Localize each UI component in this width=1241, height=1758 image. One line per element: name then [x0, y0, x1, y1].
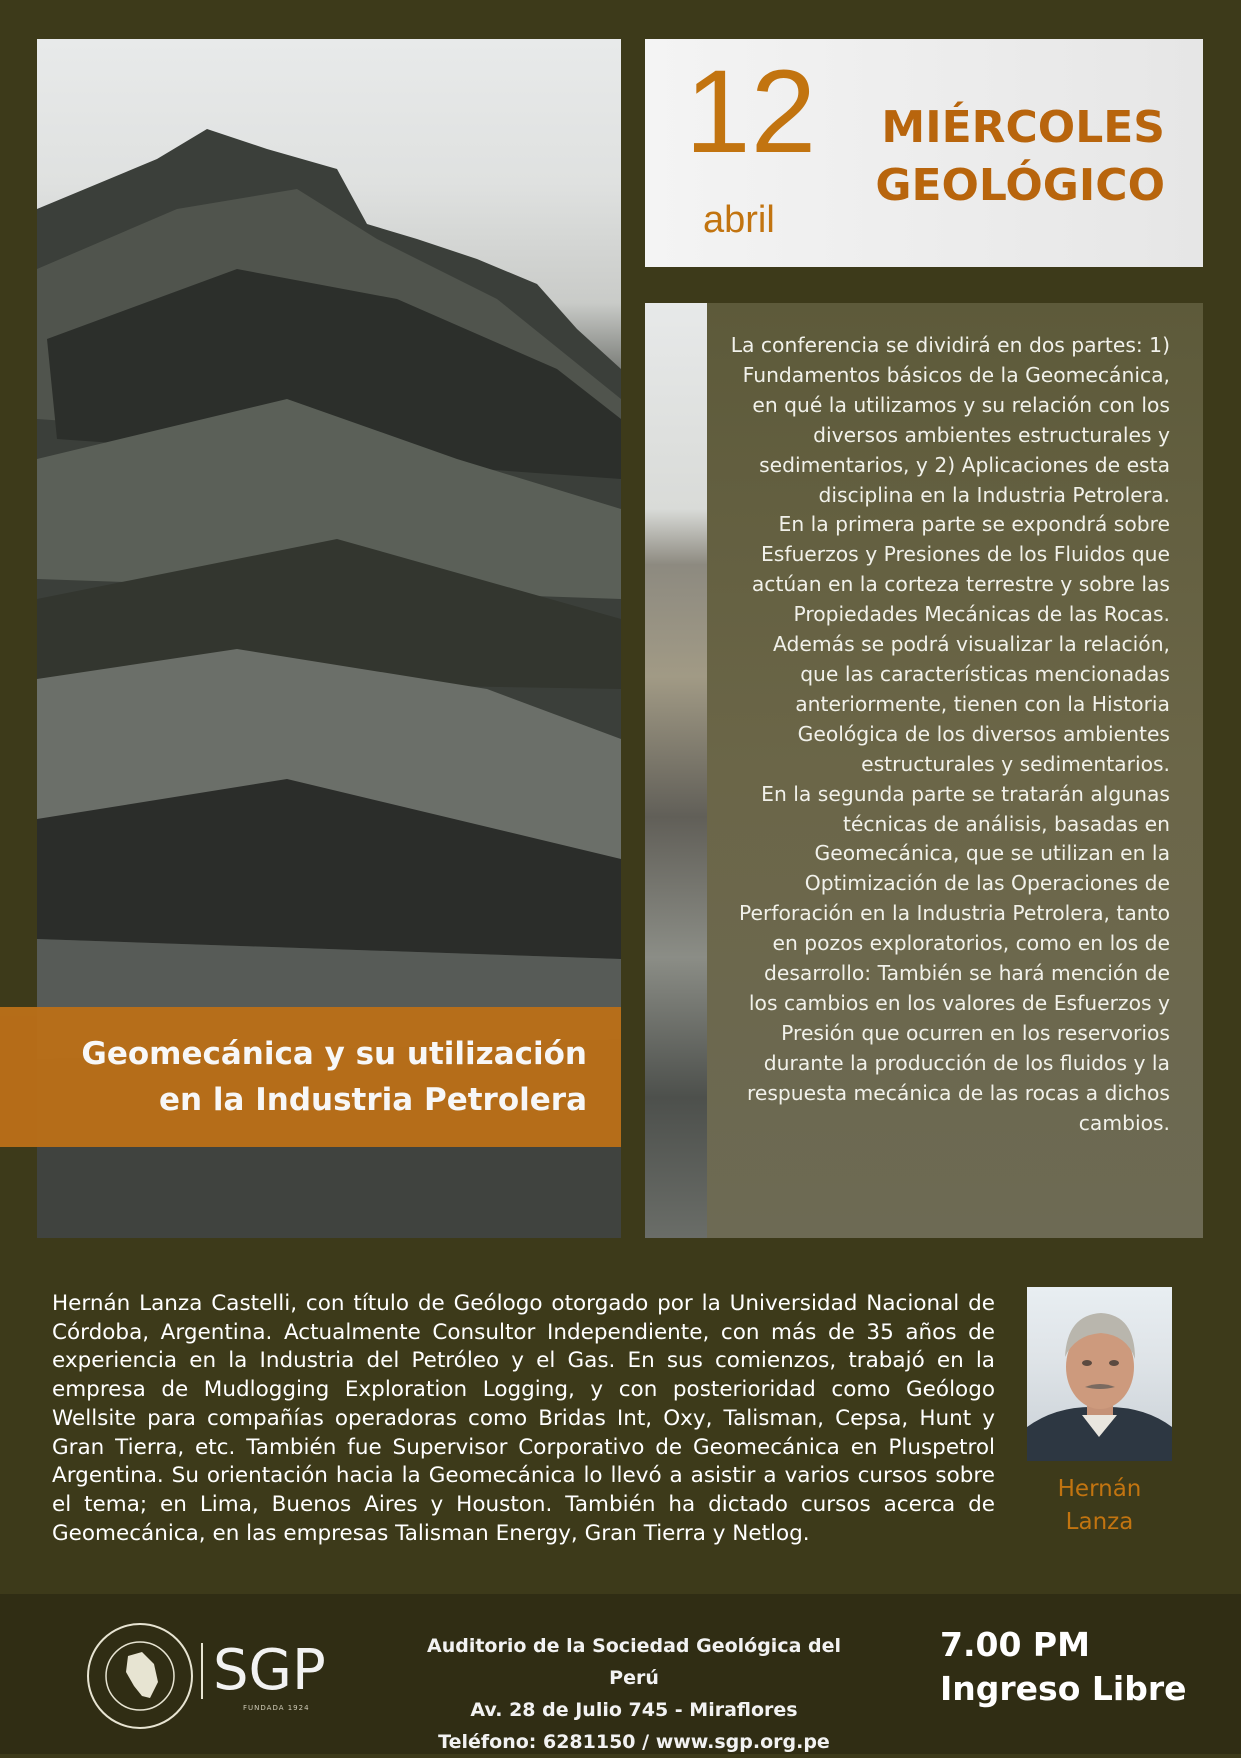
- description-paragraph-2: En la primera parte se expondrá sobre Esfuerzos y Presiones de los Fluidos que actúan en la corteza terrestre y sobre las Propiedades Mecánicas de las Rocas. Además se podrá visualizar la relación, que las características mencionadas anteriormente, tienen con la Historia Geológica de los diversos ambientes estructurales y sedimentarios.: [751, 512, 1170, 776]
- description-panel: [707, 303, 1203, 1238]
- footer: [0, 1594, 1241, 1754]
- event-month: abril: [703, 199, 775, 241]
- speaker-portrait: [1027, 1287, 1172, 1461]
- speaker-bio: Hernán Lanza Castelli, con título de Geólogo otorgado por la Universidad Nacional de Córdoba, Argentina. Actualmente Consultor Independiente, con más de 35 años de experiencia en la Industria del Petróleo y el Gas. En sus comienzos, trabajó en la empresa de Mudlogging Exploration Logging, y con posterioridad como Geólogo Wellsite para compañías operadoras como Bridas Int, Oxy, Talisman, Cepsa, Hunt y Gran Tierra, etc. También fue Supervisor Corporativo de Geomecánica en Pluspetrol Argentina. Su orientación hacia la Geomecánica lo llevó a asistir a varios cursos sobre el tema; en Lima, Buenos Aires y Houston. También ha dictado cursos acerca de Geomecánica, en las empresas Talisman Energy, Gran Tierra y Netlog.: [52, 1291, 995, 1546]
- sgp-founded-text: FUNDADA 1924: [243, 1704, 310, 1712]
- venue-info: [404, 1630, 864, 1758]
- talk-title-band: [0, 1007, 621, 1147]
- date-box: [645, 39, 1203, 267]
- talk-title-line1: Geomecánica y su utilización: [81, 1036, 587, 1072]
- talk-title-line2: en la Industria Petrolera: [159, 1082, 587, 1118]
- event-day: 12: [685, 46, 817, 178]
- venue-contact: Teléfono: 6281150 / www.sgp.org.pe: [438, 1731, 830, 1753]
- description-paragraph-3: En la segunda parte se tratarán algunas técnicas de análisis, basadas en Geomecánica, que se utilizan en la Optimización de las Operaciones de Perforación en la Industria Petrolera, tanto en pozos exploratorios, como en los de desarrollo: También se hará mención de los cambios en los valores de Esfuerzos y Presión que ocurren en los reservorios durante la producción de los fluidos y la respuesta mecánica de las rocas a dichos cambios.: [739, 781, 1170, 1135]
- sgp-logo-text: SGP: [201, 1643, 326, 1699]
- event-title-line1: MIÉRCOLES: [881, 102, 1165, 153]
- speaker-portrait-illustration: [1027, 1287, 1172, 1461]
- talk-title: [81, 1031, 587, 1123]
- venue-name: Auditorio de la Sociedad Geológica del Perú: [426, 1635, 842, 1689]
- description-text: [730, 331, 1170, 1138]
- event-entry: Ingreso Libre: [940, 1669, 1187, 1708]
- sgp-seal-logo: [84, 1620, 196, 1732]
- event-time: 7.00 PM: [940, 1625, 1090, 1664]
- speaker-name: [1027, 1473, 1172, 1539]
- description-paragraph-1: La conferencia se dividirá en dos partes: 1) Fundamentos básicos de la Geomecánica, en qué la utilizamos y su relación con los diversos ambientes estructurales y sedimentarios, y 2) Aplicaciones de esta disciplina en la Industria Petrolera.: [730, 333, 1170, 507]
- event-time-info: [940, 1623, 1186, 1711]
- speaker-first-name: Hernán: [1057, 1476, 1142, 1502]
- venue-address: Av. 28 de Julio 745 - Miraflores: [470, 1699, 798, 1721]
- speaker-last-name: Lanza: [1065, 1509, 1134, 1535]
- event-title-line2: GEOLÓGICO: [875, 160, 1165, 211]
- rock-photo-strip: [645, 303, 707, 1238]
- event-title: [875, 99, 1165, 215]
